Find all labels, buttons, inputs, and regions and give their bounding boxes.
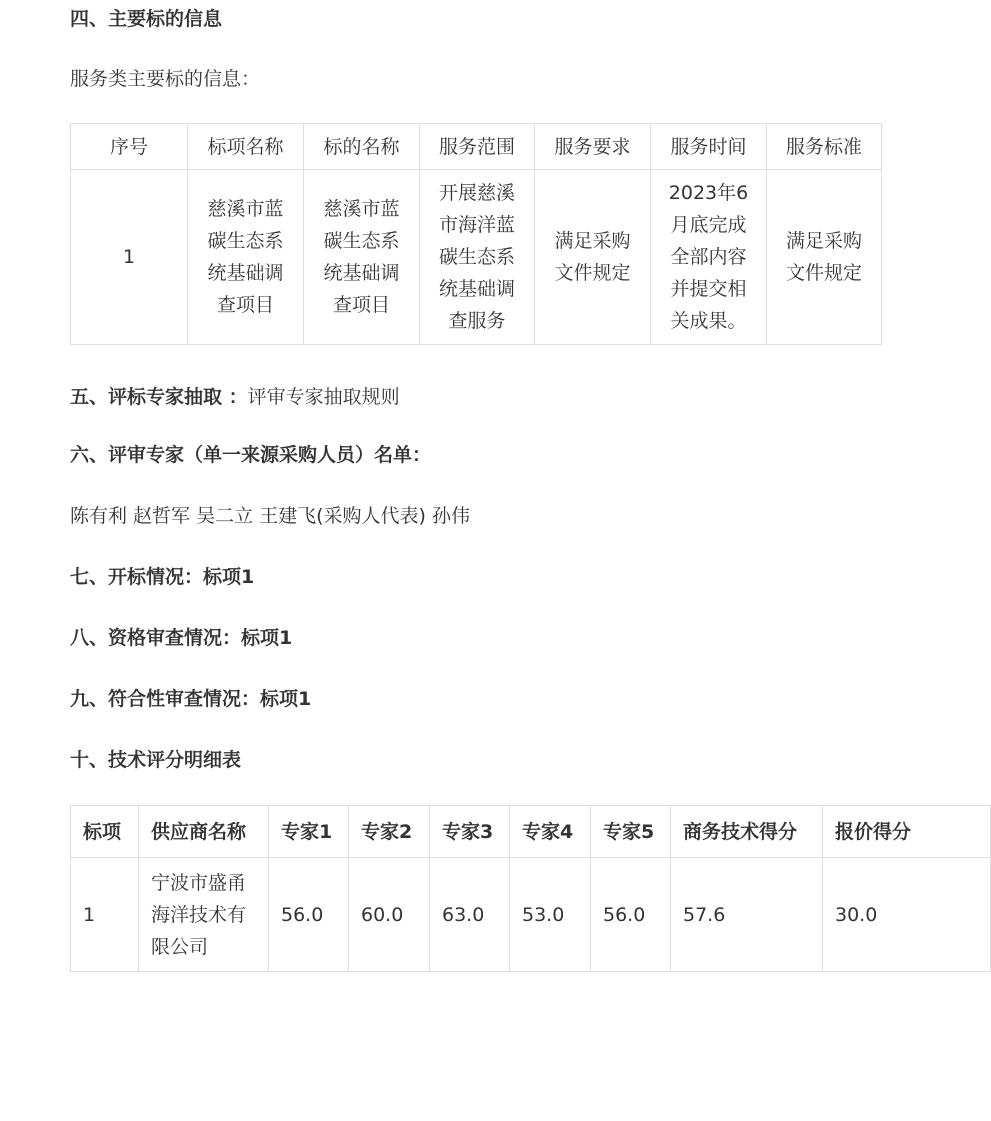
main-subject-table xyxy=(70,123,882,345)
table-cell: 慈溪市蓝碳生态系统基础调查项目 xyxy=(304,170,420,345)
table-cell: 1 xyxy=(71,170,188,345)
table-header-cell: 专家5 xyxy=(591,806,671,858)
table-header-cell: 专家4 xyxy=(510,806,591,858)
expert-name-list: 陈有利 赵哲军 吴二立 王建飞(采购人代表) 孙伟 xyxy=(70,505,470,527)
table-header-cell: 服务要求 xyxy=(535,124,651,170)
table-header-row xyxy=(71,124,882,170)
table-header-cell: 服务标准 xyxy=(767,124,882,170)
table-cell: 56.0 xyxy=(591,858,671,972)
section-4-title: 四、主要标的信息 xyxy=(70,8,223,30)
table-cell: 1 xyxy=(71,858,139,972)
table-cell: 30.0 xyxy=(823,858,991,972)
table-header-cell: 服务范围 xyxy=(420,124,535,170)
expert-rules-link[interactable]: 评审专家抽取规则 xyxy=(247,386,400,408)
section-9-title: 九、符合性审查情况：标项1 xyxy=(70,688,312,710)
section-7-title: 七、开标情况：标项1 xyxy=(70,566,255,588)
table-header-cell: 标项名称 xyxy=(188,124,304,170)
table-header-cell: 专家1 xyxy=(269,806,349,858)
table-header-cell: 专家2 xyxy=(349,806,430,858)
table-header-row xyxy=(71,806,991,858)
table-cell: 56.0 xyxy=(269,858,349,972)
table-header-cell: 序号 xyxy=(71,124,188,170)
section-5-label: 五、评标专家抽取 xyxy=(70,386,223,408)
table-row xyxy=(71,170,882,345)
table-cell: 满足采购文件规定 xyxy=(535,170,651,345)
table-cell: 60.0 xyxy=(349,858,430,972)
table-header-cell: 标的名称 xyxy=(304,124,420,170)
table-cell: 2023年6月底完成全部内容并提交相关成果。 xyxy=(651,170,767,345)
table-cell: 53.0 xyxy=(510,858,591,972)
table-cell: 慈溪市蓝碳生态系统基础调查项目 xyxy=(188,170,304,345)
score-table-scroll[interactable] xyxy=(70,805,912,972)
table-cell: 开展慈溪市海洋蓝碳生态系统基础调查服务 xyxy=(420,170,535,345)
section-10-title: 十、技术评分明细表 xyxy=(70,749,242,771)
section-6-title: 六、评审专家（单一来源采购人员）名单： xyxy=(70,444,432,466)
table-cell: 满足采购文件规定 xyxy=(767,170,882,345)
technical-score-table xyxy=(70,805,991,972)
section-5-separator: ： xyxy=(228,386,248,408)
table-header-cell: 标项 xyxy=(71,806,139,858)
table-header-cell: 商务技术得分 xyxy=(671,806,823,858)
section-5-line xyxy=(70,384,400,410)
section-8-title: 八、资格审查情况：标项1 xyxy=(70,627,293,649)
table-cell: 57.6 xyxy=(671,858,823,972)
table-header-cell: 供应商名称 xyxy=(139,806,269,858)
table-cell: 63.0 xyxy=(430,858,510,972)
table-row xyxy=(71,858,991,972)
table-header-cell: 报价得分 xyxy=(823,806,991,858)
table-header-cell: 专家3 xyxy=(430,806,510,858)
table-header-cell: 服务时间 xyxy=(651,124,767,170)
section-4-subtitle: 服务类主要标的信息： xyxy=(70,68,261,90)
table-cell: 宁波市盛甬海洋技术有限公司 xyxy=(139,858,269,972)
